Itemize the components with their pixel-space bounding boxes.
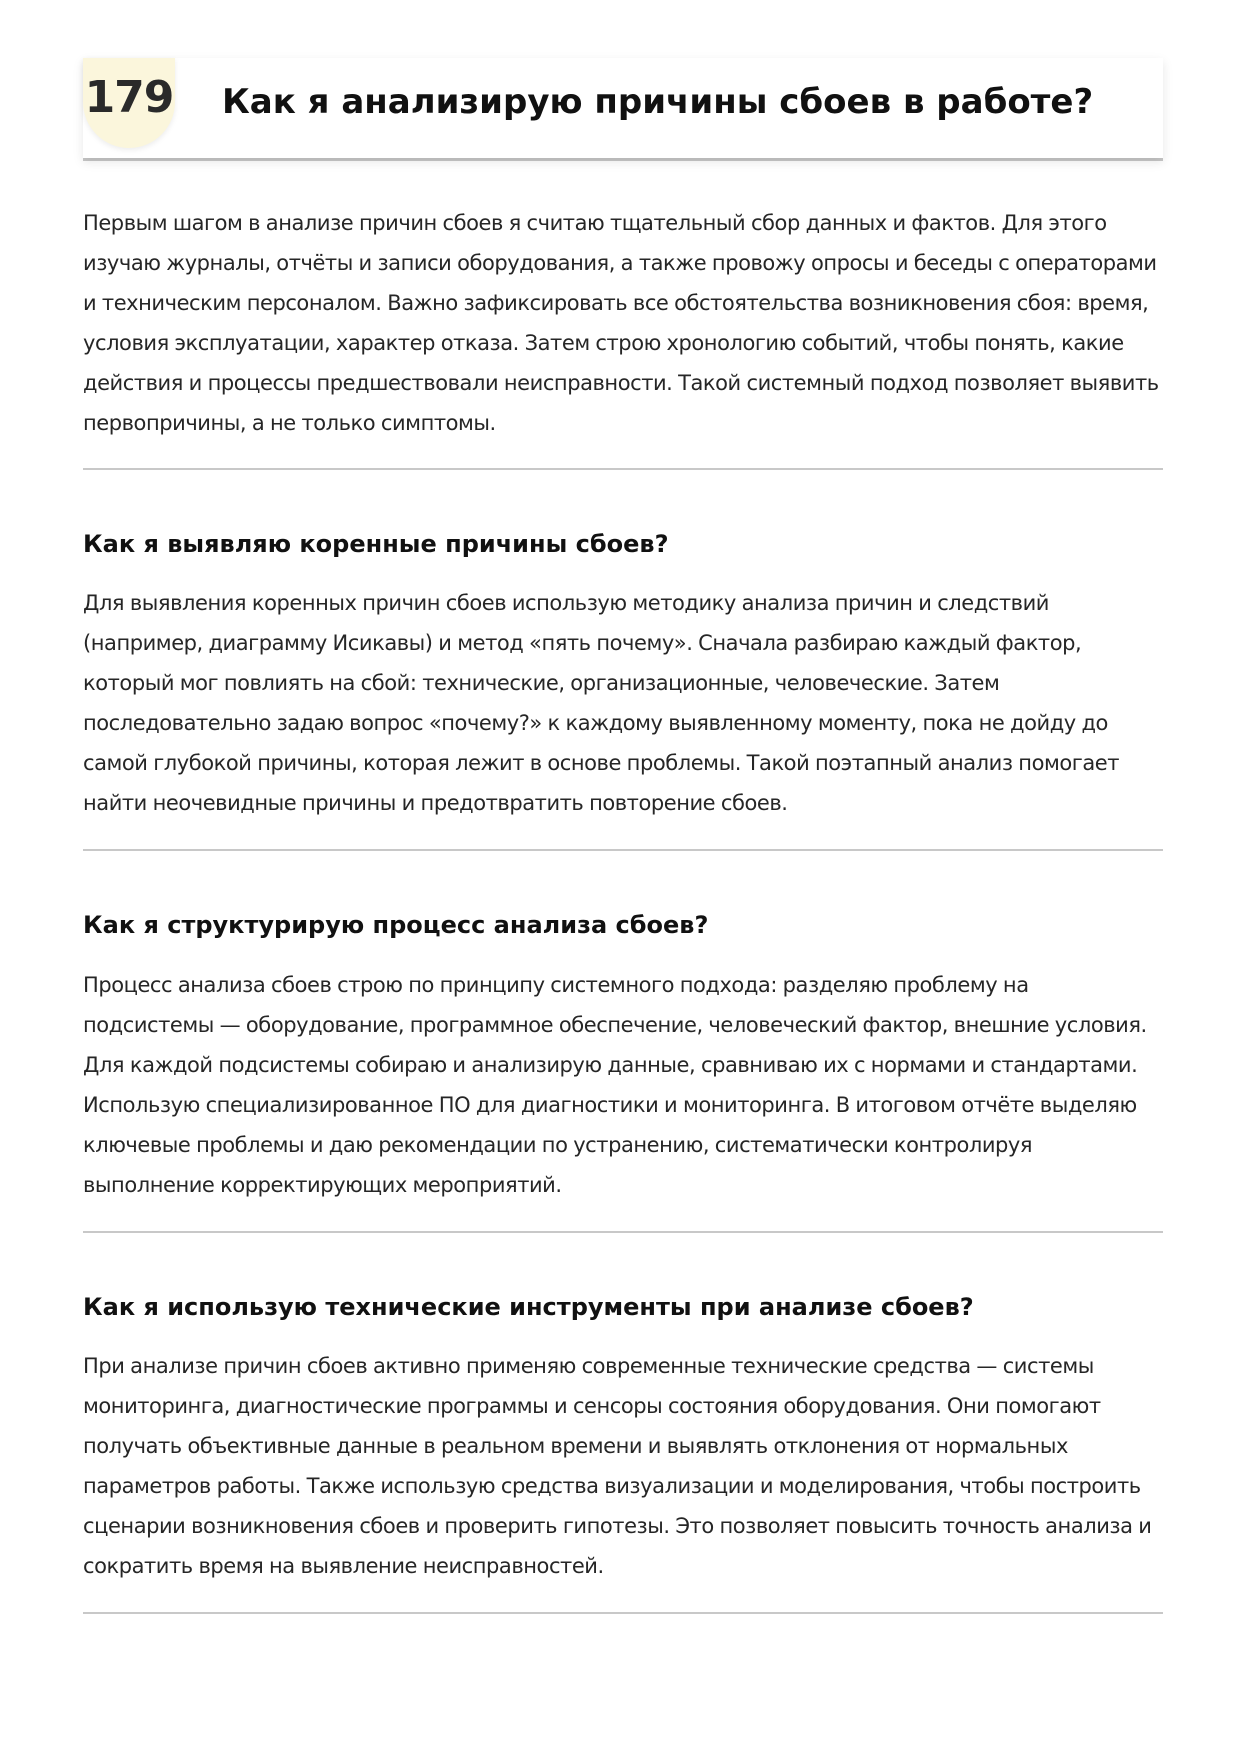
section-paragraph: При анализе причин сбоев активно применяю современные технические средства — системы мониторинга, диагностические программы и сенсоры состояния оборудования. Они помогают получать объективные данные в реальном времени и выявлять отклонения от нормальных параметров работы. Также использую средства визуализации и моделирования, чтобы построить сценарии возникновения сбоев и проверить гипотезы. Это позволяет повысить точность анализа и сократить время на выявление неисправностей. bbox=[83, 1354, 1152, 1579]
section-paragraph: Для выявления коренных причин сбоев использую методику анализа причин и следствий (например, диаграмму Исикавы) и метод «пять почему». Сначала разбираю каждый фактор, который мог повлиять на сбой: технические, организационные, человеческие. Затем последовательно задаю вопрос «почему?» к каждому выявленному моменту, пока не дойду до самой глубокой причины, которая лежит в основе проблемы. Такой поэтапный анализ помогает найти неочевидные причины и предотвратить повторение сбоев. bbox=[83, 591, 1120, 816]
section-heading: Как я использую технические инструменты при анализе сбоев? bbox=[83, 1292, 974, 1321]
page-header bbox=[83, 58, 1163, 158]
qa-section-root-causes bbox=[83, 470, 1163, 851]
section-heading: Как я структурирую процесс анализа сбоев? bbox=[83, 911, 709, 940]
qa-section-process-structure bbox=[83, 851, 1163, 1232]
section-heading: Как я выявляю коренные причины сбоев? bbox=[83, 530, 669, 558]
page-title: Как я анализирую причины сбоев в работе? bbox=[222, 82, 1094, 122]
question-number: 179 bbox=[84, 72, 174, 123]
intro-section bbox=[83, 161, 1163, 470]
intro-paragraph: Первым шагом в анализе причин сбоев я считаю тщательный сбор данных и фактов. Для этого изучаю журналы, отчёты и записи оборудования, а также провожу опросы и беседы с операторами и техническим персоналом. Важно зафиксировать все обстоятельства возникновения сбоя: время, условия эксплуатации, характер отказа. Затем строю хронологию событий, чтобы понять, какие действия и процессы предшествовали неисправности. Такой системный подход позволяет выявить первопричины, а не только симптомы. bbox=[83, 211, 1159, 435]
section-paragraph: Процесс анализа сбоев строю по принципу системного подхода: разделяю проблему на подсистемы — оборудование, программное обеспечение, человеческий фактор, внешние условия. Для каждой подсистемы собираю и анализирую данные, сравниваю их с нормами и стандартами. Использую специализированное ПО для диагностики и мониторинга. В итоговом отчёте выделяю ключевые проблемы и даю рекомендации по устранению, систематически контролируя выполнение корректирующих мероприятий. bbox=[83, 972, 1147, 1197]
qa-section-technical-tools bbox=[83, 1233, 1163, 1614]
document-page bbox=[83, 58, 1163, 1614]
question-number-badge bbox=[83, 58, 175, 148]
